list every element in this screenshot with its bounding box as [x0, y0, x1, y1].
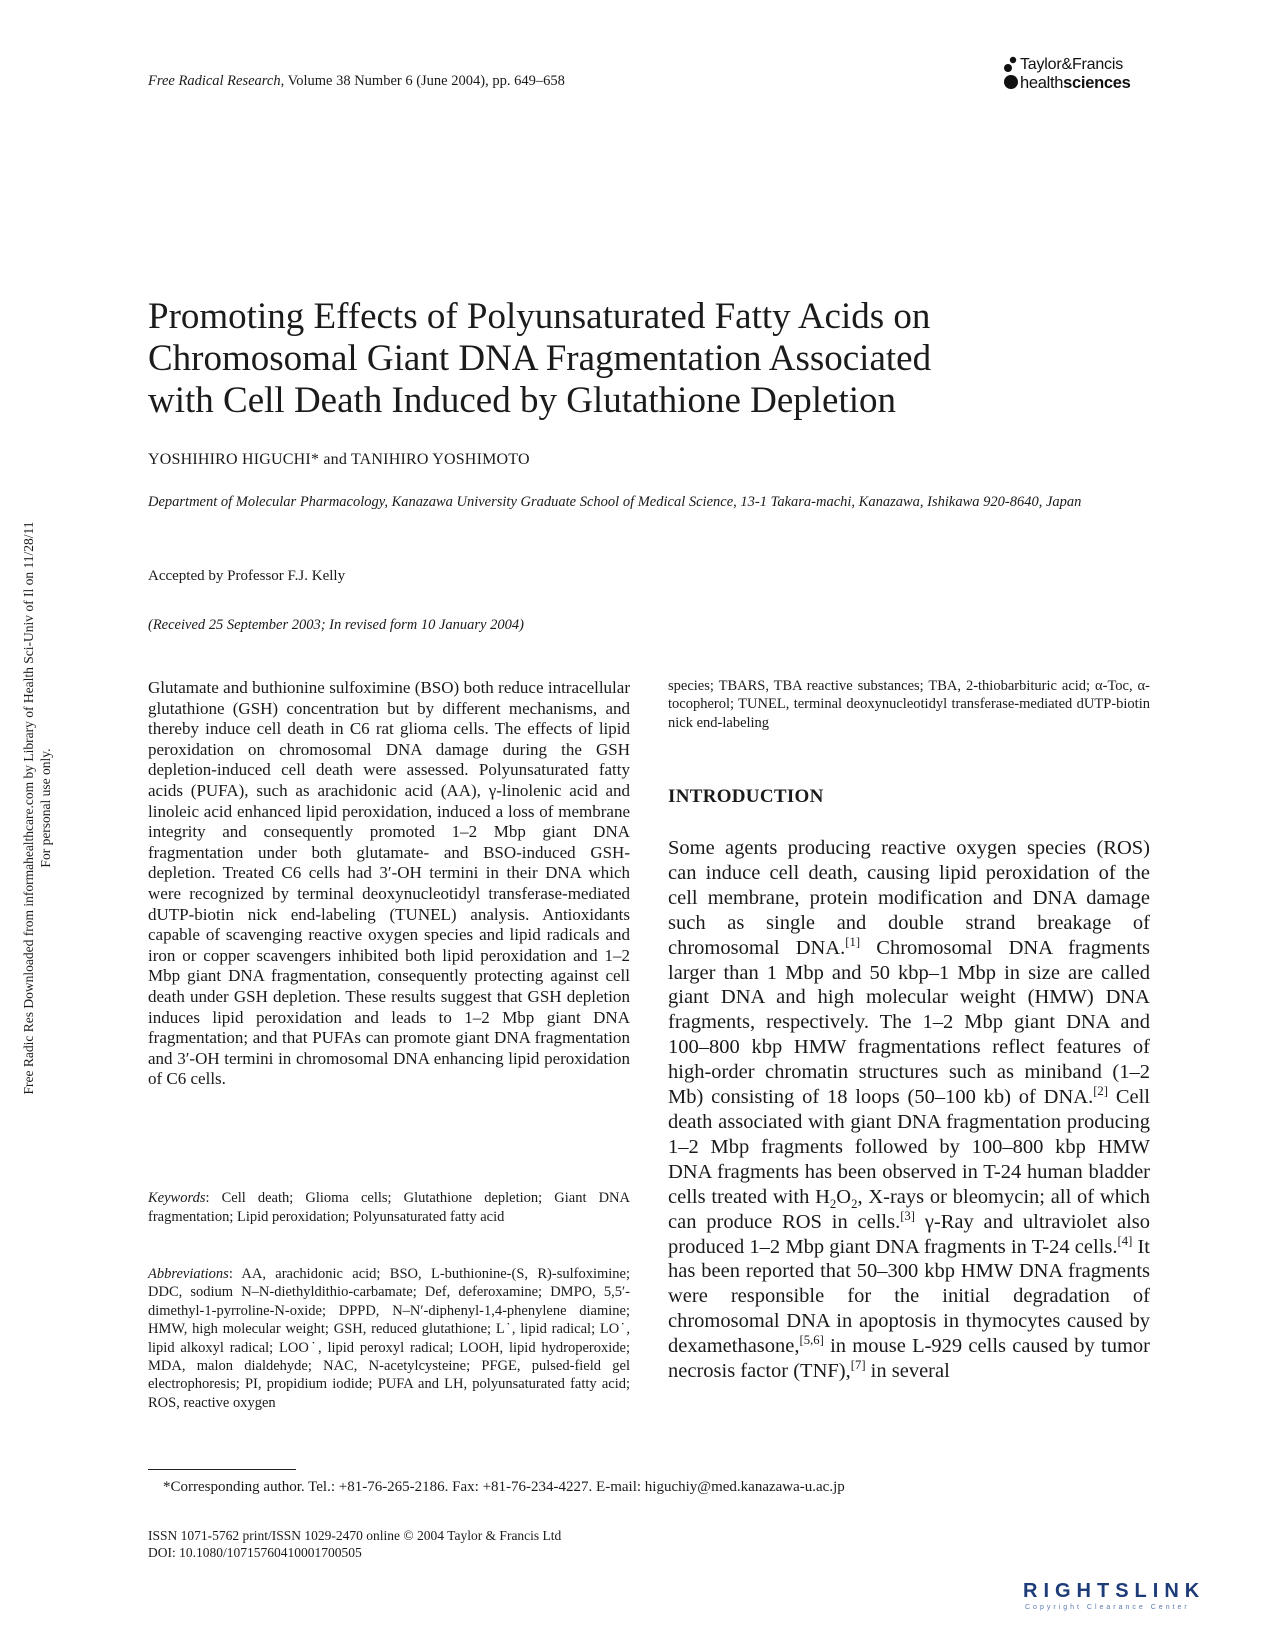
intro-text: in mouse L-929 cells caused by tumor necrosis factor (TNF),	[668, 1335, 1150, 1383]
introduction-heading: INTRODUCTION	[668, 786, 824, 807]
publisher-line1: Taylor&Francis	[1020, 56, 1124, 73]
issn: ISSN 1071-5762 print/ISSN 1029-2470 online © 2004 Taylor & Francis Ltd	[148, 1528, 562, 1543]
subscript: 2	[851, 1196, 858, 1211]
received-dates: (Received 25 September 2003; In revised form 10 January 2004)	[148, 617, 524, 633]
publisher-line2	[1020, 74, 1130, 92]
intro-text: in several	[865, 1360, 950, 1383]
citation-ref: [4]	[1117, 1233, 1133, 1248]
title-line2: Chromosomal Giant DNA Fragmentation Associated	[148, 338, 932, 379]
corresponding-author-footnote: *Corresponding author. Tel.: +81-76-265-2186. Fax: +81-76-234-4227. E-mail: higuchiy@med.kanazawa-u.ac.jp	[163, 1479, 845, 1495]
affiliation: Department of Molecular Pharmacology, Kanazawa University Graduate School of Medical Science, 13-1 Takara-machi, Kanazawa, Ishikawa 920-8640, Japan	[148, 494, 1082, 510]
title-line3: with Cell Death Induced by Glutathione Depletion	[148, 380, 897, 421]
intro-text: O	[836, 1185, 852, 1208]
citation-ref: [3]	[900, 1208, 916, 1223]
issn-doi	[148, 1527, 561, 1561]
keywords-text: : Cell death; Glioma cells; Glutathione depletion; Giant DNA fragmentation; Lipid peroxidation; Polyunsaturated fatty acid	[148, 1190, 630, 1225]
subscript: 2	[829, 1196, 837, 1211]
journal-citation	[148, 73, 565, 90]
journal-details: , Volume 38 Number 6 (June 2004), pp. 649–658	[280, 73, 565, 89]
intro-text: Cell death associated with giant DNA fragmentation producing 1–2 Mbp fragments followed by 100–800 kbp HMW DNA fragments has been observed in T-24 human bladder cells treated with H	[668, 1086, 1150, 1208]
citation-ref: [7]	[850, 1358, 866, 1373]
download-notice	[20, 458, 54, 1158]
publisher-name	[1020, 56, 1130, 92]
abbreviations-label: Abbreviations	[148, 1266, 229, 1282]
citation-ref: [1]	[845, 934, 861, 949]
intro-text: , X-rays or bleomycin; all of which can produce ROS in cells.	[668, 1185, 1150, 1233]
keywords-label: Keywords	[148, 1190, 206, 1206]
abstract: Glutamate and buthionine sulfoximine (BSO) both reduce intracellular glutathione (GSH) concentration but by different mechanisms, and thereby induce cell death in C6 rat glioma cells. The effects of lipid peroxidation on chromosomal DNA damage during the GSH depletion-induced cell death were assessed. Polyunsaturated fatty acids (PUFA), such as arachidonic acid (AA), γ-linolenic acid and linoleic acid enhanced lipid peroxidation, induced a loss of membrane integrity and consequently promoted 1–2 Mbp giant DNA fragmentation under both glutamate- and BSO-induced GSH-depletion. Treated C6 cells had 3′-OH termini in their DNA which were recognized by terminal deoxynucleotidyl transferase-mediated dUTP-biotin nick end-labeling (TUNEL) analysis. Antioxidants capable of scavenging reactive oxygen species and lipid radicals and iron or copper scavengers inhibited both lipid peroxidation and 1–2 Mbp giant DNA fragmentation, consequently protecting against cell death under GSH depletion. These results suggest that GSH depletion induces lipid peroxidation and leads to 1–2 Mbp giant DNA fragmentation; and that PUFAs can promote giant DNA fragmentation and 3′-OH termini in chromosomal DNA enhancing lipid peroxidation of C6 cells.	[148, 678, 630, 1089]
intro-text: Some agents producing reactive oxygen species (ROS) can induce cell death, causing lipid peroxidation of the cell membrane, protein modification and DNA damage such as single and double strand breakage of chromosomal DNA.	[668, 837, 1150, 959]
download-notice-line2: For personal use only.	[38, 748, 53, 868]
title-line1: Promoting Effects of Polyunsaturated Fatty Acids on	[148, 296, 931, 337]
journal-name: Free Radical Research	[148, 73, 281, 89]
download-notice-line1: Free Radic Res Downloaded from informahealthcare.com by Library of Health Sci-Univ of Il on 11/28/11	[21, 521, 36, 1095]
keywords	[148, 1189, 630, 1226]
intro-text: It has been reported that 50–300 kbp HMW DNA fragments were responsible for the initial degradation of chromosomal DNA in apoptosis in thymocytes caused by dexamethasone,	[668, 1235, 1150, 1358]
intro-text: γ-Ray and ultraviolet also produced 1–2 Mbp giant DNA fragments in T-24 cells.	[668, 1210, 1150, 1258]
rightslink-text: RIGHTSLINK	[1023, 1580, 1206, 1602]
abbreviations-continued: species; TBARS, TBA reactive substances; TBA, 2-thiobarbituric acid; α-Toc, α-tocopherol; TUNEL, terminal deoxynucleotidyl transferase-mediated dUTP-biotin nick end-labeling	[668, 678, 1150, 731]
intro-text: Chromosomal DNA fragments larger than 1 Mbp and 50 kbp–1 Mbp in size are called giant DNA and high molecular weight (HMW) DNA fragments, respectively. The 1–2 Mbp giant DNA and 100–800 kbp HMW fragmentations reflect features of high-order chromatin structures such as miniband (1–2 Mb) consisting of 18 loops (50–100 kb) of DNA.	[668, 936, 1150, 1109]
authors: YOSHIHIRO HIGUCHI* and TANIHIRO YOSHIMOTO	[148, 451, 530, 468]
citation-ref: [2]	[1093, 1084, 1109, 1099]
publisher-logo-icon	[1002, 56, 1018, 90]
citation-ref: [5,6]	[799, 1333, 824, 1348]
rightslink-logo[interactable]	[1023, 1580, 1255, 1616]
abbreviations	[148, 1265, 630, 1412]
publisher-logo	[1002, 54, 1152, 94]
rightslink-subtext: Copyright Clearance Center	[1025, 1604, 1190, 1611]
footnote-rule	[148, 1469, 296, 1470]
publisher-line2-bold: sciences	[1063, 74, 1131, 92]
abbreviations-text: : AA, arachidonic acid; BSO, L-buthionine-(S, R)-sulfoximine; DDC, sodium N–N-diethyldithio-carbamate; Def, deferoxamine; DMPO, 5,5′-dimethyl-1-pyrroline-N-oxide; DPPD, N–N′-diphenyl-1,4-phenylene diamine; HMW, high molecular weight; GSH, reduced glutathione; L˙, lipid radical; LO˙, lipid alkoxyl radical; LOO˙, lipid peroxyl radical; LOOH, lipid hydroperoxide; MDA, malon dialdehyde; NAC, N-acetylcysteine; PFGE, pulsed-field gel electrophoresis; PI, propidium iodide; PUFA and LH, polyunsaturated fatty acid; ROS, reactive oxygen	[148, 1266, 630, 1411]
introduction-body	[668, 836, 1150, 1384]
article-title	[148, 296, 1108, 422]
publisher-line2-regular: health	[1020, 74, 1064, 92]
accepted-by: Accepted by Professor F.J. Kelly	[148, 568, 346, 584]
doi: DOI: 10.1080/10715760410001700505	[148, 1545, 362, 1560]
